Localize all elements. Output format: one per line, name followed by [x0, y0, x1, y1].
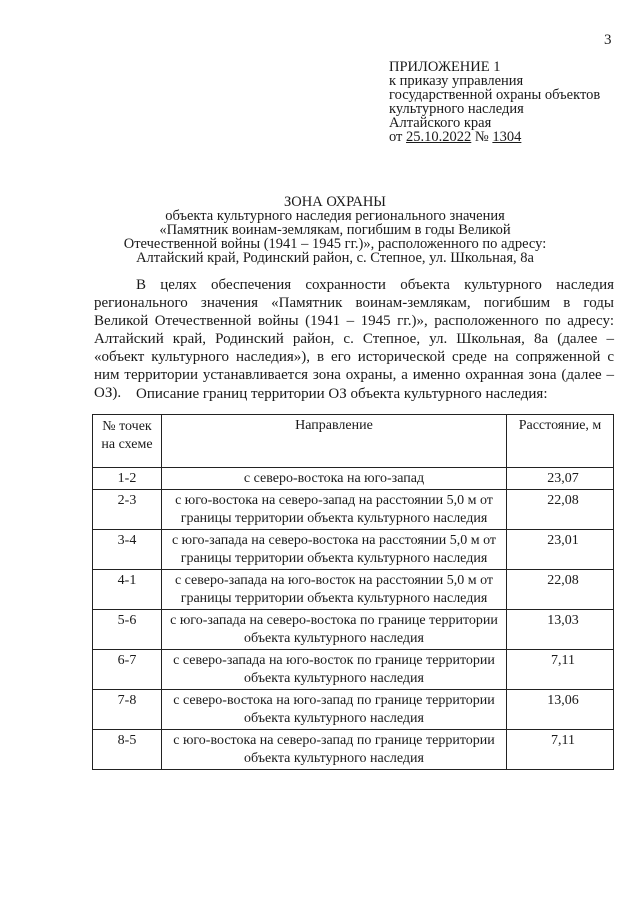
cell-points: 4-1 — [93, 570, 162, 610]
cell-direction: с северо-запада на юго-восток на расстоянии 5,0 м от границы территории объекта культурного наследия — [162, 570, 507, 610]
cell-direction: с юго-запада на северо-востока по границе территории объекта культурного наследия — [162, 610, 507, 650]
cell-direction: с юго-запада на северо-востока на расстоянии 5,0 м от границы территории объекта культурного наследия — [162, 530, 507, 570]
title-line: объекта культурного наследия регионального значения — [165, 208, 505, 224]
appendix-title: ПРИЛОЖЕНИЕ 1 — [389, 59, 501, 75]
intro-paragraph: В целях обеспечения сохранности объекта культурного наследия регионального значения «Памятник воинам-землякам, погибшим в годы Великой Отечественной войны (1941 – 1945 гг.)», расположенного по адресу: Алтайский край, Родинский район, с. Степное, ул. Школьная, 8а (далее – «объект культурного наследия»), в его исторической среде на сопряженной с ним территории устанавливается зона охраны, а именно охранная зона (далее – ОЗ). — [94, 277, 614, 401]
appendix-line: Алтайского края — [389, 115, 492, 131]
cell-direction: с северо-востока на юго-запад — [162, 468, 507, 490]
appendix-line: культурного наследия — [389, 101, 524, 117]
title-heading: ЗОНА ОХРАНЫ — [284, 194, 386, 210]
cell-points: 1-2 — [93, 468, 162, 490]
title-line: Отечественной войны (1941 – 1945 гг.)», расположенного по адресу: — [123, 236, 547, 252]
appendix-block — [389, 60, 600, 144]
cell-distance: 7,11 — [507, 650, 614, 690]
appendix-date-line — [389, 130, 600, 144]
header-points: № точек на схеме — [93, 415, 162, 468]
cell-points: 7-8 — [93, 690, 162, 730]
cell-points: 5-6 — [93, 610, 162, 650]
number-sign: № — [474, 129, 489, 145]
cell-distance: 13,03 — [507, 610, 614, 650]
cell-distance: 23,01 — [507, 530, 614, 570]
cell-distance: 23,07 — [507, 468, 614, 490]
table-row — [93, 468, 614, 490]
cell-direction: с северо-запада на юго-восток по границе территории объекта культурного наследия — [162, 650, 507, 690]
title-line: Алтайский край, Родинский район, с. Степное, ул. Школьная, 8а — [136, 250, 534, 266]
order-number: 1304 — [492, 129, 522, 145]
cell-points: 6-7 — [93, 650, 162, 690]
cell-distance: 22,08 — [507, 570, 614, 610]
cell-direction: с северо-востока на юго-запад по границе территории объекта культурного наследия — [162, 690, 507, 730]
header-distance: Расстояние, м — [507, 415, 614, 468]
cell-distance: 22,08 — [507, 490, 614, 530]
document-title — [80, 195, 590, 265]
appendix-line: к приказу управления — [389, 73, 524, 89]
cell-direction: с юго-востока на северо-запад на расстоянии 5,0 м от границы территории объекта культурного наследия — [162, 490, 507, 530]
cell-points: 2-3 — [93, 490, 162, 530]
boundary-table — [92, 414, 614, 770]
table-row — [93, 570, 614, 610]
table-row — [93, 690, 614, 730]
order-date: 25.10.2022 — [406, 129, 472, 145]
page-number: 3 — [604, 32, 612, 48]
date-prefix: от — [389, 129, 403, 145]
table-row — [93, 530, 614, 570]
header-direction: Направление — [162, 415, 507, 468]
table-header-row — [93, 415, 614, 468]
table-row — [93, 610, 614, 650]
cell-distance: 13,06 — [507, 690, 614, 730]
table-row — [93, 730, 614, 770]
cell-direction: с юго-востока на северо-запад по границе территории объекта культурного наследия — [162, 730, 507, 770]
cell-distance: 7,11 — [507, 730, 614, 770]
cell-points: 3-4 — [93, 530, 162, 570]
table-caption: Описание границ территории ОЗ объекта культурного наследия: — [136, 386, 548, 402]
table-row — [93, 490, 614, 530]
appendix-line: государственной охраны объектов — [389, 87, 601, 103]
table-row — [93, 650, 614, 690]
title-line: «Памятник воинам-землякам, погибшим в годы Великой — [159, 222, 511, 238]
cell-points: 8-5 — [93, 730, 162, 770]
